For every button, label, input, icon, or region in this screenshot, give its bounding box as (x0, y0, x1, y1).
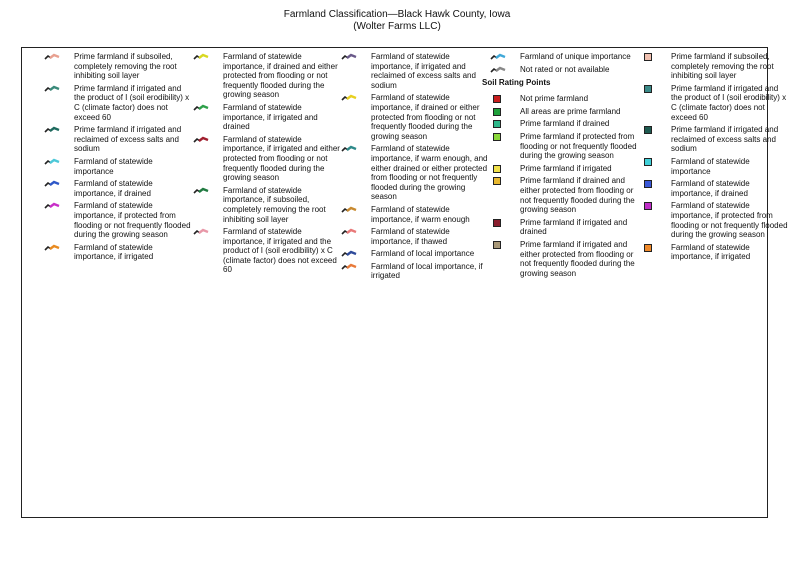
legend-item (44, 179, 194, 198)
legend-item-label: Prime farmland if subsoiled, completely removing the root inhibiting soil layer (74, 52, 177, 81)
legend-item-label: Farmland of statewide importance, if warm enough (371, 204, 470, 224)
point-symbol-icon (493, 120, 501, 128)
legend-item-label: Prime farmland if irrigated and drained (520, 217, 628, 237)
legend-item (341, 52, 491, 90)
line-symbol-icon (341, 263, 357, 271)
legend-item-label: Prime farmland if irrigated (520, 163, 612, 173)
legend-item-label: Prime farmland if drained (520, 119, 610, 129)
legend-item-label: Prime farmland if subsoiled, completely removing the root inhibiting soil layer (671, 52, 774, 81)
legend-item-label: Prime farmland if irrigated and reclaimed of excess salts and sodium (74, 125, 182, 154)
legend-item (490, 132, 640, 161)
legend-item (490, 107, 640, 117)
legend-item-label: Farmland of statewide importance, if irrigated and drained (223, 102, 318, 132)
legend-item (341, 249, 491, 259)
legend-item (341, 205, 491, 224)
legend-item-label: Farmland of local importance (371, 249, 475, 259)
legend-column-5 (641, 52, 791, 265)
point-symbol-icon (493, 177, 501, 185)
legend-item-label: Farmland of statewide importance, if thawed (371, 227, 450, 246)
legend-item (341, 144, 491, 202)
legend-item (44, 84, 194, 122)
line-symbol-icon (341, 145, 357, 153)
legend-item (641, 179, 791, 198)
legend-item-label: Farmland of statewide importance, if irrigated and either protected from flooding or not frequently flooded during the growing season (223, 134, 340, 183)
legend-item-label: Farmland of statewide importance, if drained or either protected from flooding or not frequently flooded during the growing season (371, 93, 480, 141)
legend-item-label: Prime farmland if drained and either protected from flooding or not frequently flooded during the growing season (520, 176, 635, 215)
line-symbol-icon (193, 136, 209, 144)
legend-item-label: Farmland of statewide importance, if drained and either protected from flooding or not frequently flooded during the growing season (223, 52, 338, 100)
legend-item-label: Farmland of statewide importance, if protected from flooding or not frequently flooded during the growing season (74, 201, 191, 240)
legend-item-label: Farmland of statewide importance (74, 156, 153, 176)
point-symbol-icon (644, 126, 652, 134)
legend-column-4 (482, 52, 640, 281)
legend-item-label: Farmland of unique importance (520, 52, 631, 61)
legend-column-1 (44, 52, 194, 265)
title-line-1: Farmland Classification—Black Hawk County, Iowa (283, 9, 511, 20)
legend-column-3 (341, 52, 491, 284)
line-symbol-icon (341, 250, 357, 258)
legend-item-label: Prime farmland if irrigated and the product of I (soil erodibility) x C (climate factor) does not exceed 60 (671, 83, 787, 122)
legend-item (44, 125, 194, 154)
line-symbol-icon (44, 180, 60, 188)
line-symbol-icon (193, 228, 209, 236)
legend-item (341, 262, 491, 281)
legend-column-2 (193, 52, 343, 278)
legend-item-label: Farmland of statewide importance, if drained (671, 179, 750, 198)
legend-item (341, 227, 491, 246)
point-symbol-icon (493, 108, 501, 116)
legend-item (490, 218, 640, 237)
legend-item (490, 176, 640, 214)
legend-item-label: Farmland of statewide importance, if protected from flooding or not frequently flooded during the growing season (671, 201, 788, 240)
line-symbol-icon (490, 66, 506, 74)
line-symbol-icon (341, 206, 357, 214)
legend-item-label: Farmland of statewide importance, if irrigated and the product of I (soil erodibility) x C (climate factor) does not exceed 60 (223, 227, 337, 275)
soil-rating-points-heading: Soil Rating Points (482, 78, 551, 88)
legend-item (641, 243, 791, 262)
line-symbol-icon (44, 202, 60, 210)
legend-item-label: Prime farmland if irrigated and the product of I (soil erodibility) x C (climate factor) does not exceed 60 (74, 83, 190, 122)
legend-item-label: Farmland of statewide importance (671, 156, 750, 176)
legend-item (490, 164, 640, 174)
line-symbol-icon (44, 158, 60, 166)
line-symbol-icon (341, 228, 357, 236)
legend-item-label: Farmland of statewide importance, if irrigated and reclaimed of excess salts and sodium (371, 52, 476, 90)
legend-item-label: All areas are prime farmland (520, 106, 621, 116)
point-symbol-icon (644, 244, 652, 252)
legend-item (641, 52, 791, 81)
legend-item (193, 186, 343, 224)
point-symbol-icon (493, 95, 501, 103)
point-symbol-icon (644, 85, 652, 93)
line-symbol-icon (44, 53, 60, 61)
legend-item (641, 84, 791, 122)
legend-item-label: Not prime farmland (520, 94, 589, 104)
legend-item (490, 240, 640, 278)
legend-item (193, 135, 343, 183)
point-symbol-icon (493, 219, 501, 227)
legend-item (490, 94, 640, 104)
title-line-2: (Wolter Farms LLC) (353, 21, 441, 32)
legend-item-label: Farmland of statewide importance, if irrigated (671, 242, 751, 262)
line-symbol-icon (193, 53, 209, 61)
legend-item (193, 227, 343, 275)
legend-item (44, 243, 194, 262)
line-symbol-icon (44, 85, 60, 93)
line-symbol-icon (341, 94, 357, 102)
point-symbol-icon (493, 133, 501, 141)
legend-item (490, 65, 640, 75)
line-symbol-icon (341, 53, 357, 61)
legend-item (641, 201, 791, 239)
legend-item (641, 157, 791, 176)
legend-item-label: Farmland of statewide importance, if irrigated (74, 242, 154, 262)
legend-item-label: Farmland of statewide importance, if drained (74, 179, 153, 198)
point-symbol-icon (644, 180, 652, 188)
legend-item-label: Farmland of local importance, if irrigated (371, 261, 483, 281)
legend-item (44, 157, 194, 176)
legend-item (193, 52, 343, 100)
line-symbol-icon (44, 244, 60, 252)
legend-item (490, 52, 640, 62)
legend-item (44, 52, 194, 81)
legend-item-label: Prime farmland if protected from flooding or not frequently flooded during the growing season (520, 131, 637, 161)
legend-item (44, 201, 194, 239)
point-symbol-icon (644, 202, 652, 210)
point-symbol-icon (493, 165, 501, 173)
map-title (0, 9, 794, 33)
legend-item (490, 119, 640, 129)
legend-item-label: Farmland of statewide importance, if warm enough, and either drained or either protected from flooding or not frequently flooded during the growing season (371, 144, 488, 202)
point-symbol-icon (493, 241, 501, 249)
line-symbol-icon (44, 126, 60, 134)
line-symbol-icon (490, 53, 506, 61)
legend-item-label: Prime farmland if irrigated and either protected from flooding or not frequently flooded during the growing season (520, 239, 635, 278)
legend-item (193, 103, 343, 132)
line-symbol-icon (193, 104, 209, 112)
legend-item-label: Prime farmland if irrigated and reclaimed of excess salts and sodium (671, 125, 779, 154)
point-symbol-icon (644, 158, 652, 166)
point-symbol-icon (644, 53, 652, 61)
legend-item-label: Not rated or not available (520, 64, 610, 74)
legend-item (641, 125, 791, 154)
legend-item (341, 93, 491, 141)
line-symbol-icon (193, 187, 209, 195)
legend-item-label: Farmland of statewide importance, if subsoiled, completely removing the root inhibiting soil layer (223, 185, 326, 224)
